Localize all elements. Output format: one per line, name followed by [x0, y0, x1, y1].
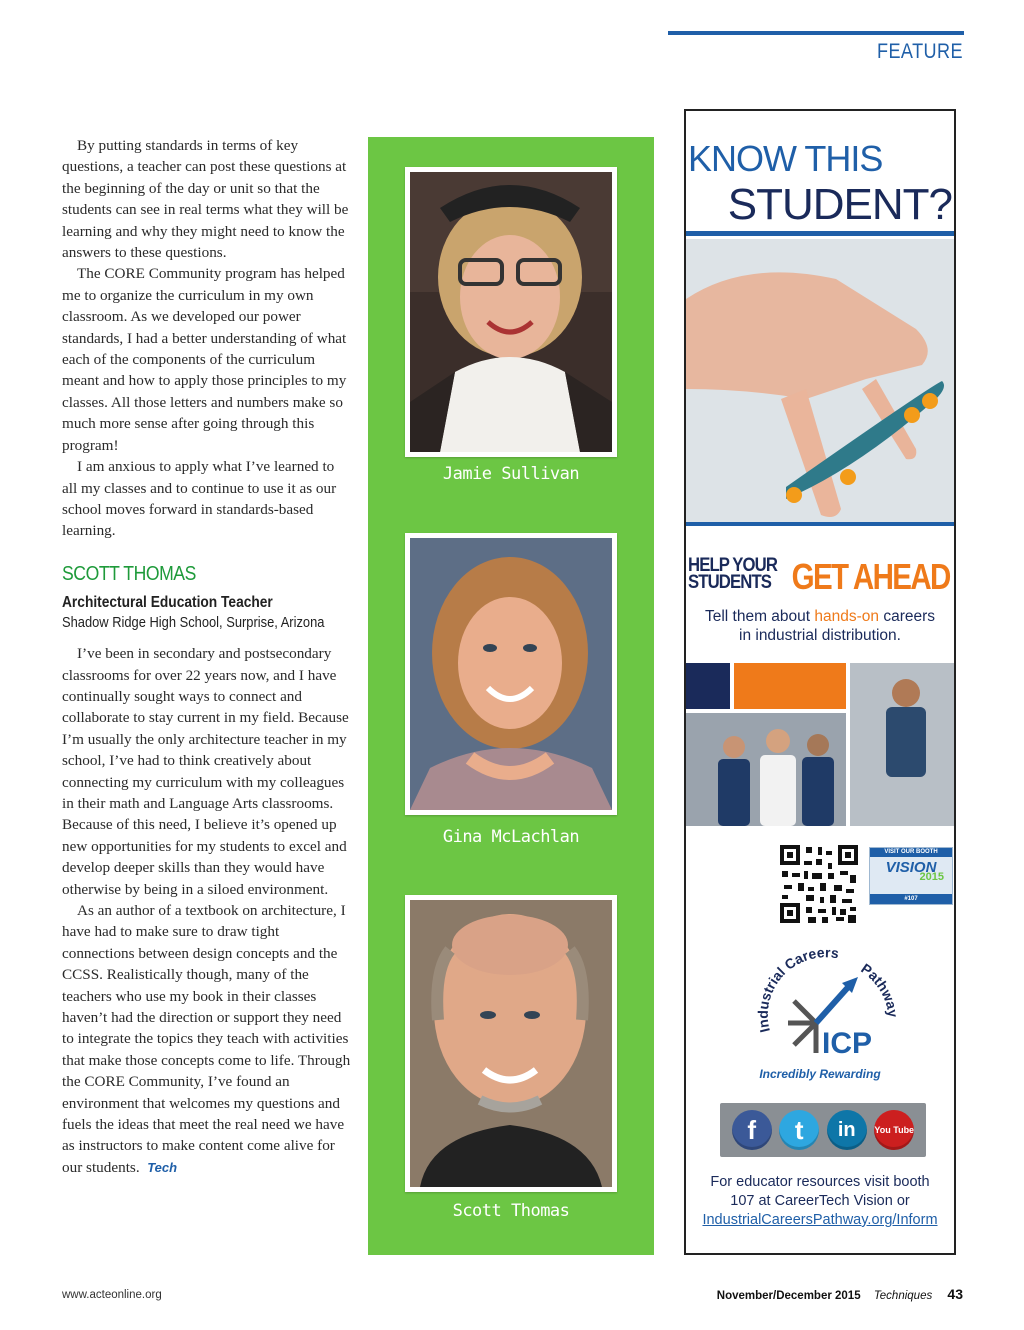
ad-headline-1: KNOW THIS [688, 138, 883, 179]
footer-date: November/December 2015 [716, 1290, 861, 1302]
ad-footer-text [686, 1173, 954, 1230]
header-rule [668, 31, 964, 35]
portrait-jamie-sullivan [410, 172, 612, 452]
ad-help-text [688, 557, 777, 591]
qr-code[interactable] [778, 843, 860, 925]
end-mark: Tech [147, 1159, 178, 1175]
vision-badge-word: VISION [885, 859, 937, 876]
facebook-icon[interactable]: f [732, 1110, 772, 1150]
caption-jamie: Jamie Sullivan [442, 464, 580, 484]
ad-get-ahead: GET AHEAD [791, 556, 950, 597]
photo-frame-scott [405, 895, 617, 1192]
article-column [62, 135, 352, 1178]
paragraph-text: As an author of a textbook on architecture, I have had to make sure to draw tight connections between design concepts and the CCSS. Realistically though, many of the teachers who use my book in their classes haven’t had the direction or support they need to integrate the topics they teach with activities that make those concepts come to life. Through the CORE Community, I’ve found an environment that welcomes my questions and fuels the ideas that meet the real need we have as instructors to make content come alive for our students. [62, 902, 351, 1176]
ad-tell-post: careers [879, 608, 936, 625]
paragraph: By putting standards in terms of key questions, a teacher can post these questions at the beginning of the day or unit so that the students can see in real terms what they will be learning and why they might need to know the answers to these questions. [62, 137, 349, 262]
ad-tell-line2: in industrial distribution. [739, 627, 901, 644]
paragraph-last [62, 900, 352, 1178]
author-school: Shadow Ridge High School, Surprise, Arizona [62, 614, 325, 632]
skateboard-image [686, 239, 954, 522]
ad-photo-grid [686, 663, 954, 826]
page-number: 43 [947, 1286, 963, 1302]
ad-foot-line-2: 107 at CareerTech Vision or [730, 1193, 910, 1209]
twitter-icon[interactable]: t [779, 1110, 819, 1150]
vision-badge-top: VISIT OUR BOOTH [870, 848, 952, 857]
vision-badge-year: 2015 [919, 871, 944, 883]
footer-url[interactable]: www.acteonline.org [62, 1289, 162, 1301]
linkedin-icon[interactable]: in [827, 1110, 867, 1150]
portrait-image [410, 900, 612, 1187]
section-label: FEATURE [877, 40, 963, 63]
ad-tell-highlight: hands-on [814, 608, 880, 625]
workers-image [686, 663, 956, 826]
vision-badge-booth: #107 [870, 894, 952, 904]
author-role: Architectural Education Teacher [62, 594, 273, 612]
youtube-icon[interactable]: You Tube [874, 1110, 914, 1150]
ad-reward-text: Incredibly Rewarding [759, 1067, 881, 1081]
portrait-gina-mclachlan [410, 538, 612, 810]
caption-scott: Scott Thomas [452, 1201, 570, 1221]
paragraph: I’ve been in secondary and postsecondary classrooms for over 22 years now, and I have continually sought ways to connect and collaborate to stay current in my field. Because I’m usually the only architecture teacher in my school, I’ve had to think creatively about connecting my curriculum with my colleagues in their math and Language Arts classrooms. Because of this need, I believe it’s opened up new opportunities for my students to excel and develop deeper skills than they would have otherwise by being in a siloed environment. [62, 645, 349, 898]
social-icons [720, 1103, 926, 1157]
ad-foot-line-1: For educator resources visit booth [710, 1174, 930, 1190]
photo-frame-gina [405, 533, 617, 815]
portrait-image [410, 538, 612, 810]
ad-stripe [686, 231, 954, 236]
ad-help-2: STUDENTS [688, 572, 772, 593]
ad-foot-link[interactable]: IndustrialCareersPathway.org/Inform [702, 1212, 938, 1228]
footer-info [717, 1286, 963, 1302]
footer-magazine: Techniques [873, 1290, 933, 1302]
caption-gina: Gina McLachlan [442, 827, 580, 847]
icp-letters: ICP [822, 1027, 873, 1060]
ad-tell-pre: Tell them about [704, 608, 815, 625]
portrait-image [410, 172, 612, 452]
author-name: SCOTT THOMAS [62, 562, 196, 585]
vision-badge[interactable] [869, 847, 953, 905]
portrait-scott-thomas [410, 900, 612, 1187]
icp-arc-text-1: Industrial Careers [754, 944, 840, 1035]
advertisement[interactable] [684, 109, 956, 1255]
paragraph: I am anxious to apply what I’ve learned to all my classes and to continue to use it as our school moves forward in standards-based learning. [62, 458, 337, 540]
ad-stripe-2 [686, 522, 954, 526]
qr-code-image [778, 843, 860, 925]
icp-arc-text-2: Pathway [858, 960, 900, 1019]
ad-skateboard-photo [686, 239, 954, 522]
photo-frame-jamie [405, 167, 617, 457]
ad-help-1: HELP YOUR [688, 555, 778, 576]
paragraph: The CORE Community program has helped me to organize the curriculum in my own classroom. As we developed our power standards, I had a better understanding of what each of the components of the curriculum meant and how to apply those principles to my classes. All those letters and numbers make so much more sense after going through this program! [62, 265, 347, 454]
ad-headline-2: STUDENT? [727, 180, 952, 229]
ad-tell-text [686, 607, 954, 645]
svg-text:Pathway [858, 960, 900, 1018]
photo-sidebar [368, 137, 654, 1255]
